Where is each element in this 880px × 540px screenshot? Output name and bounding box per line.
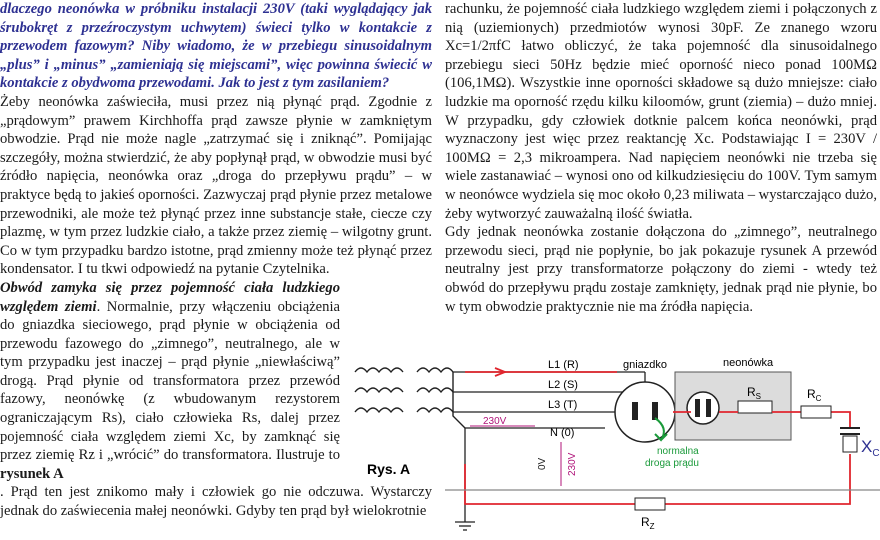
right-column bbox=[445, 0, 877, 316]
label-rz: $R_Z$ bbox=[641, 515, 655, 531]
figure-reference: rysunek A bbox=[0, 465, 64, 482]
reader-question: dlaczego neonówka w próbniku instalacji 230V (taki wyglądający jak śrubokręt z przeźroczystym uchwytem) świeci tylko w kontakcie z przewodem fazowym? Niby wiadomo, że w przebiegu sinusoidalnym „plus” i „minus” „zamieniają się miejscami”, więc powinna świecić w kontakcie z obydwoma przewodami. Jak to jest z tym zasilaniem? bbox=[0, 1, 432, 92]
socket-pin-right bbox=[652, 402, 658, 420]
label-neutral: N (0) bbox=[550, 427, 575, 439]
neon-lamp-icon bbox=[687, 392, 719, 424]
socket-icon bbox=[615, 382, 675, 442]
normal-path-label-1: normalna bbox=[657, 446, 699, 457]
socket-pin-left bbox=[632, 402, 638, 420]
voltage-phase-label: 230V bbox=[483, 416, 507, 427]
normal-path-label-2: droga prądu bbox=[645, 458, 699, 469]
resistor-rc bbox=[801, 406, 831, 418]
voltage-zero-label: 0V bbox=[537, 457, 548, 470]
bold-lead: Obwód zamyka się przez pojemność ciała ludzkiego względem ziemi bbox=[0, 279, 340, 315]
supply-lines bbox=[453, 372, 645, 514]
label-rs: $R_S$ bbox=[747, 385, 762, 401]
paragraph-kirchhoff: Żeby neonówka zaświeciła, musi przez nią płynąć prąd. Zgodnie z „prądowym” prawem Kirchhoffa prąd zawsze płynie w zamkniętym obwodzie. Prąd nie może nagle „zatrzymać się i zniknąć”. Pomijając szczegóły, można stwierdzić, że aby popłynął prąd, w obwodzie musi być źródło napięcia, neonówka oraz „droga do przepływu prądu” – w praktyce będą to jakieś oporności. Zazwyczaj prąd płynie przez metalowe przewodniki, ale może też płynąć przez inne substancje stałe, ciecze czy plazmę, w tym przez ludzkie ciało, a także przez ziemię – wilgotny grunt. Co w tym przypadku bardzo istotne, prąd zmienny może też płynąć przez kondensator. I tu tkwi odpowiedź na pytanie Czytelnika. bbox=[0, 93, 432, 278]
neon-label: neonówka bbox=[723, 357, 774, 369]
resistor-rz bbox=[635, 498, 665, 510]
voltage-markers bbox=[470, 426, 561, 486]
label-l2: L2 (S) bbox=[548, 379, 578, 391]
paragraph-reactance: rachunku, że pojemność ciała ludzkiego względem ziemi i połączonych z nią (uziemionych) przedmiotów wynosi 30pF. Ze znanego wzoru Xc=1/2πfC łatwo obliczyć, że taka pojemność dla sinusoidalnego przebiegu sieci 50Hz będzie mieć oporność nieco ponad 100MΩ (106,1MΩ). Wszystkie inne oporności składowe są dużo mniejsze: ciało ludzkie ma oporność rzędu kilku kiloomów, grunt (ziemia) – dużo mniej. W przypadku, gdy człowiek dotknie palcem końca neonówki, prąd wyznaczony jest więc przez reaktancję Xc. Podstawiając I = 230V / 100MΩ = 2,3 mikroampera. Nad napięciem neonówki nie trzeba się wiele zastanawiać – wynosi ono od kilkudziesięciu do 100V. Tym samym w neonówce wydziela się moc około 0,23 miliwata – wystarczająco dużo, żeby wytworzyć zauważalną ilość światła. bbox=[445, 1, 877, 222]
paragraph-continuation: . Prąd ten jest znikomo mały i człowiek go nie odczuwa. Wystarczy jednak do zaświecenia małej neonówki. Gdyby ten prąd był wielokrotnie bbox=[0, 484, 432, 520]
label-rc: $R_C$ bbox=[807, 387, 822, 403]
label-l1: L1 (R) bbox=[548, 359, 579, 371]
figure-label: Rys. A bbox=[367, 461, 411, 477]
label-xc: $X_C$ bbox=[861, 437, 880, 459]
socket-label: gniazdko bbox=[623, 359, 668, 371]
resistor-rs bbox=[738, 401, 772, 413]
transformer-icon bbox=[355, 368, 465, 428]
ground-icon bbox=[455, 514, 475, 530]
paragraph-text: . Normalnie, przy włączeniu obciążenia do gniazdka sieciowego, prąd płynie w obciążenia od przewodu fazowego do „zimnego”, neutralnego, ale w tym przypadku jest inaczej – prąd płynie „niewłaściwą” drogą. Prąd płynie od transformatora przez przewód fazowy, neonówkę (z wbudowanym rezystorem ograniczającym Rs), ciało człowieka Rs, dalej przez pojemność ciała względem ziemi Xc, by zamknąć się przez ziemię Rz i „wrócić” do transformatora. Ilustruje to bbox=[0, 298, 340, 464]
paragraph-neutral: Gdy jednak neonówka zostanie dołączona do „zimnego”, neutralnego przewodu sieci, prąd nie popłynie, bo jak pokazuje rysunek A przewód neutralny jest przy transformatorze połączony do ziemi - wtedy też obwód do przepływu prądu zostaje zamknięty, jednak prąd nie płynie, bo w tym obwodzie praktycznie nie ma źródła napięcia. bbox=[445, 224, 877, 315]
voltage-vertical-label: 230V bbox=[567, 452, 578, 476]
circuit-diagram bbox=[345, 346, 880, 540]
reactance-xc bbox=[843, 436, 857, 452]
label-l3: L3 (T) bbox=[548, 399, 578, 411]
paragraph-body-capacitance bbox=[0, 279, 340, 484]
